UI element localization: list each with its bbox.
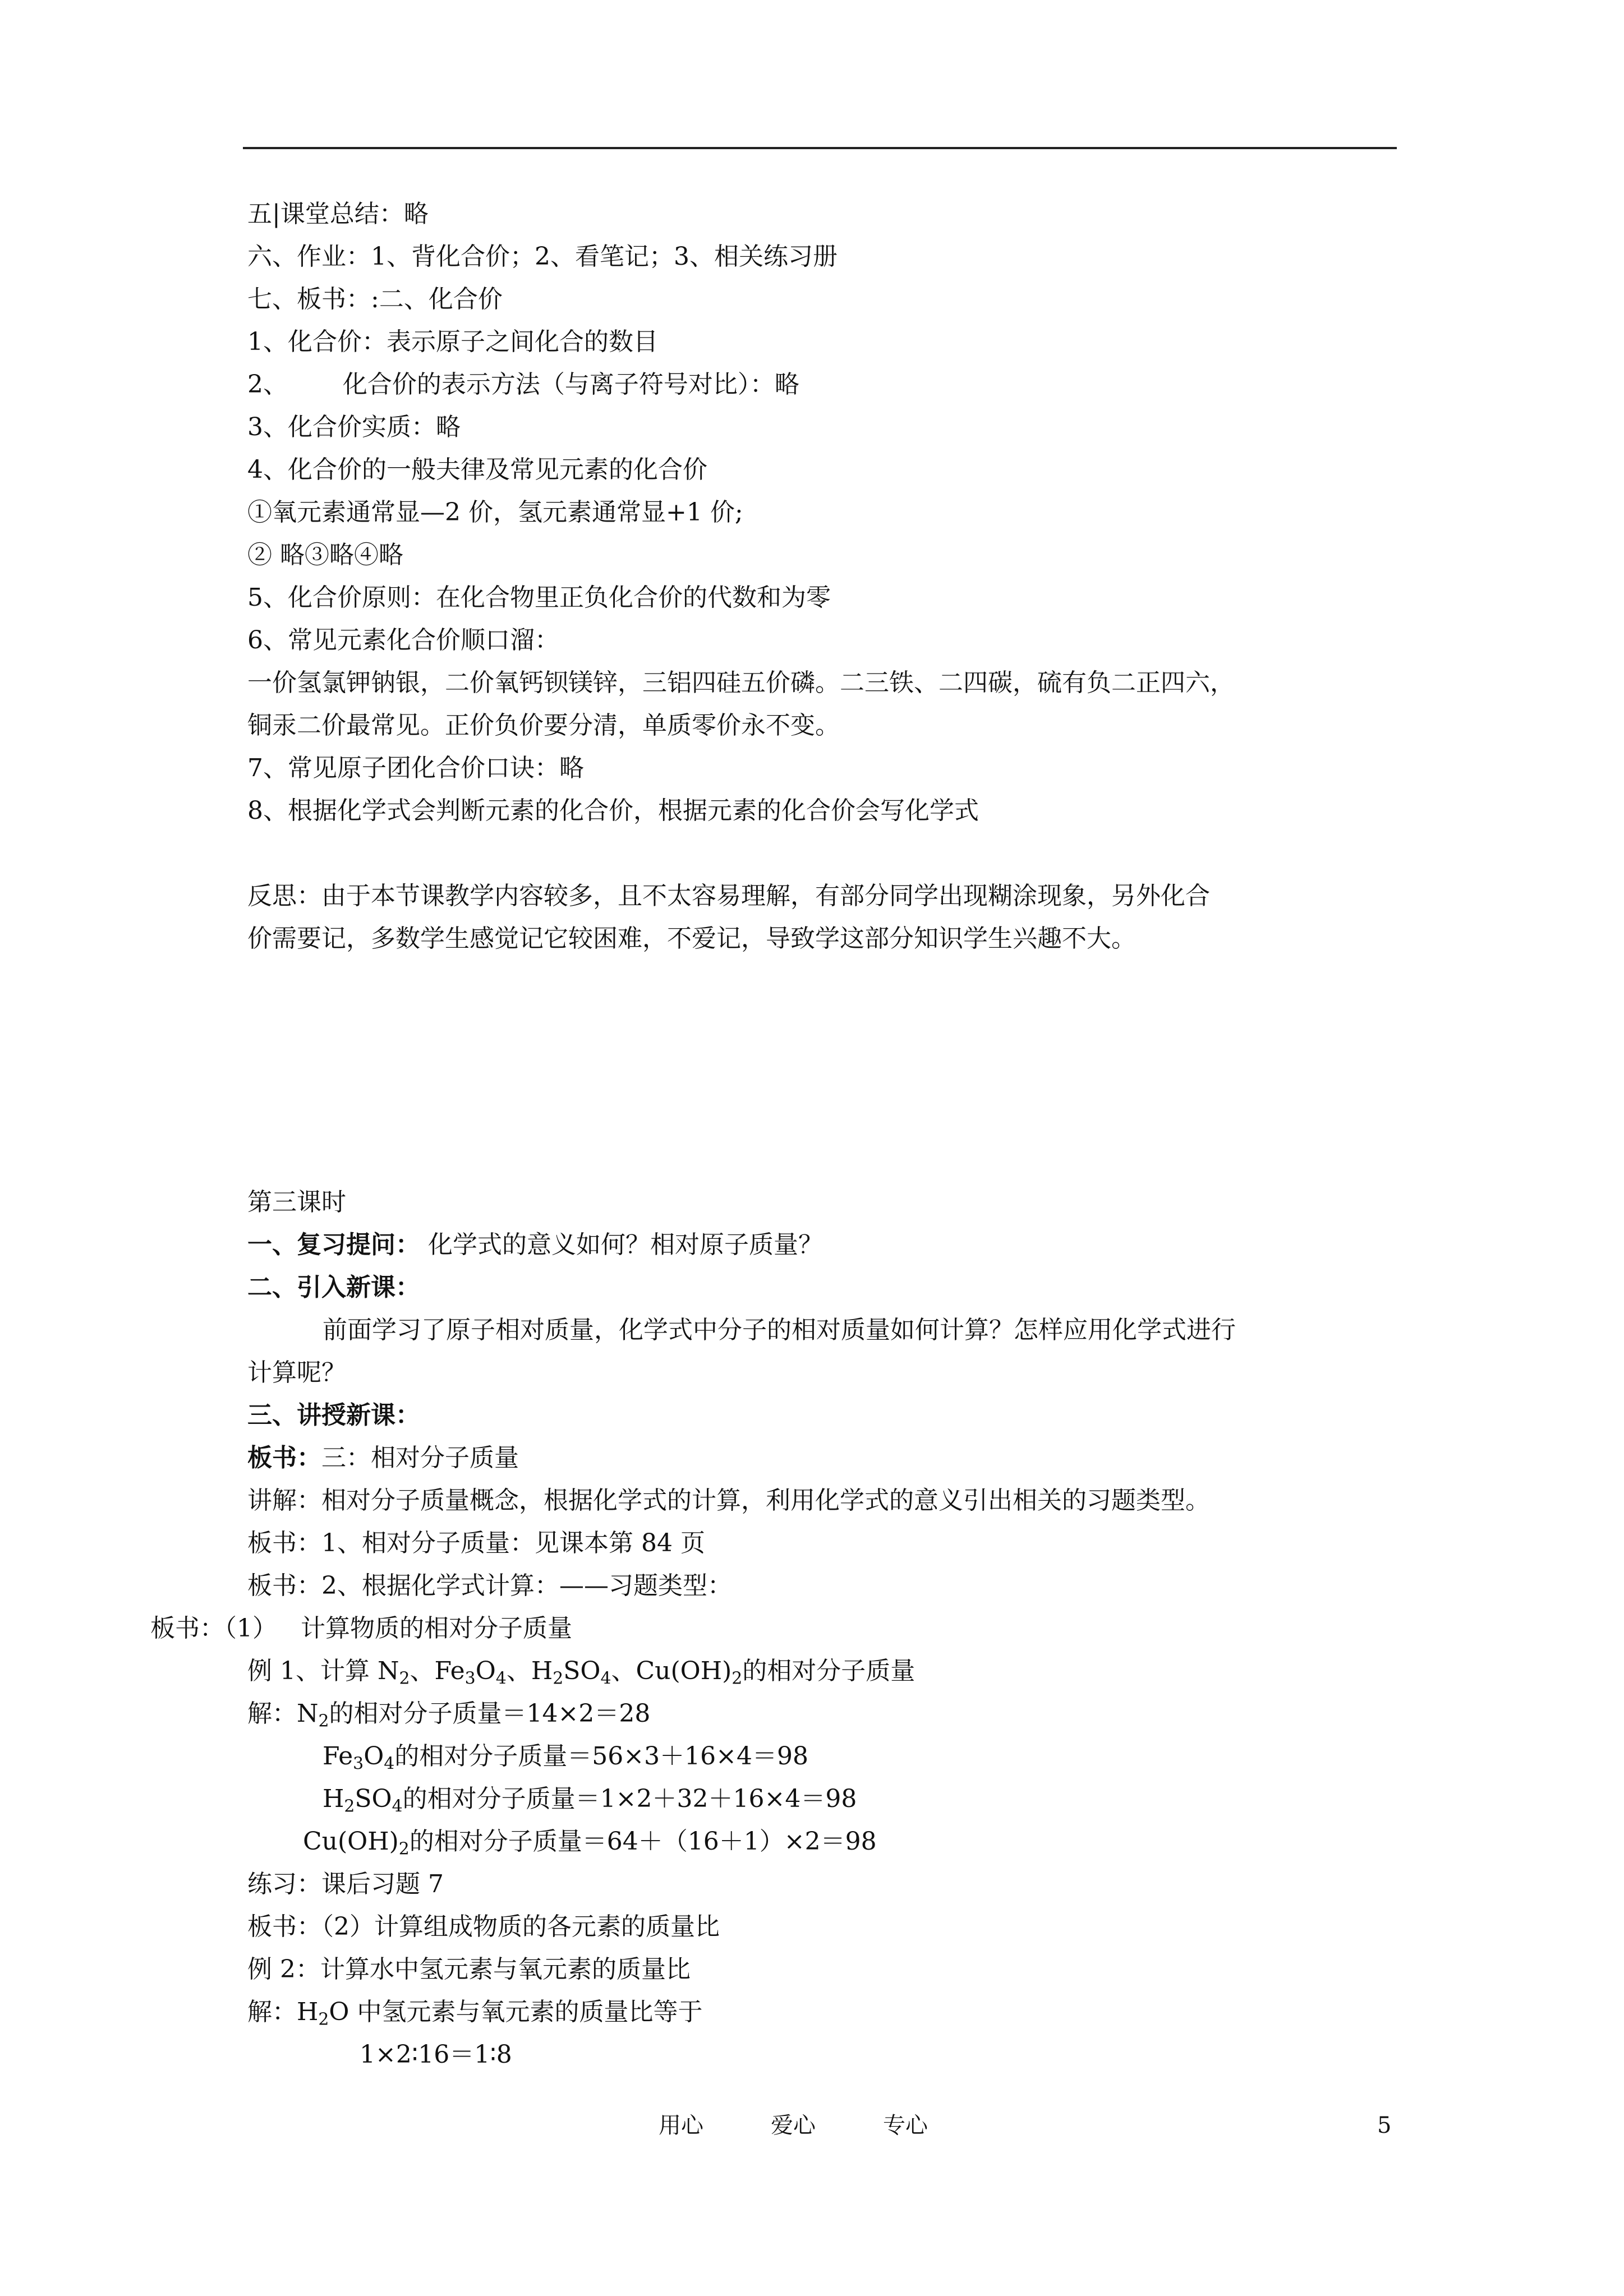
practice-line: 练习：课后习题 7 xyxy=(247,1870,444,1898)
mnemonic-line-2: 铜汞二价最常见。正价负价要分清，单质零价永不变。 xyxy=(247,711,840,740)
solution-n2-line: 解：$N_2$的相对分子质量＝14×2＝28 xyxy=(247,1699,651,1731)
board-definition-line: 板书：1、相对分子质量：见课本第 84 页 xyxy=(247,1529,705,1557)
formula-fe3o4: $Fe_3O_4$ xyxy=(434,1657,507,1689)
board-heading-line: 七、板书：:二、化合价 xyxy=(247,285,503,313)
formula-n2: $N_2$ xyxy=(377,1657,410,1689)
radical-mnemonic-line: 7、常见原子团化合价口诀：略 xyxy=(247,754,584,782)
mnemonic-heading-line: 6、常见元素化合价顺口溜： xyxy=(247,626,559,654)
board-item-1-line: 板书：（1） 计算物质的相对分子质量 xyxy=(150,1614,572,1643)
board-label: 板书： xyxy=(247,1444,321,1472)
review-question-text: 化学式的意义如何？相对原子质量？ xyxy=(420,1230,823,1259)
formula-h2so4: $H_2SO_4$ xyxy=(531,1657,611,1689)
solution-fe3o4-line: $Fe_3O_4$的相对分子质量＝56×3＋16×4＝98 xyxy=(323,1742,808,1774)
reflection-line-1: 反思：由于本节课教学内容较多，且不太容易理解，有部分同学出现糊涂现象，另外化合 xyxy=(247,882,1210,910)
valence-rules-line: 4、化合价的一般夫律及常见元素的化合价 xyxy=(247,455,707,484)
page-number: 5 xyxy=(1377,2113,1392,2138)
valence-definition-line: 1、化合价：表示原子之间化合的数目 xyxy=(247,328,658,356)
footer-motto-1: 用心 xyxy=(659,2113,703,2138)
example-1-line: 例 1、计算 $N_2$、$Fe_3O_4$、$H_2SO_4$、$Cu(OH)_2$的相对分子质量 xyxy=(247,1657,915,1689)
footer-motto-2: 爱心 xyxy=(771,2113,816,2138)
lesson-three-title: 第三课时 xyxy=(247,1188,346,1216)
mnemonic-line-1: 一价氢氯钾钠银，二价氧钙钡镁锌，三铝四硅五价磷。二三铁、二四碳，硫有负二正四六， xyxy=(247,668,1235,697)
new-lesson-heading: 三、讲授新课： xyxy=(247,1401,420,1430)
board-relative-mass-line xyxy=(247,1441,519,1475)
example-2-line: 例 2：计算水中氢元素与氧元素的质量比 xyxy=(247,1955,691,1984)
review-question-label: 一、复习提问： xyxy=(247,1230,420,1259)
example-1-suffix: 的相对分子质量 xyxy=(742,1657,915,1685)
new-lesson-intro-heading: 二、引入新课： xyxy=(247,1273,420,1302)
header-rule xyxy=(243,147,1397,149)
solution-water-line: 解：$H_2O$ 中氢元素与氧元素的质量比等于 xyxy=(247,1998,703,2030)
explanation-line: 讲解：相对分子质量概念，根据化学式的计算，利用化学式的意义引出相关的习题类型。 xyxy=(247,1486,1210,1515)
valence-notation-line: 2、 化合价的表示方法（与离子符号对比）：略 xyxy=(247,370,799,399)
review-question-line xyxy=(247,1228,823,1262)
board-calculation-line: 板书：2、根据化学式计算：——习题类型： xyxy=(247,1571,732,1600)
formula-cuoh2: $Cu(OH)_2$ xyxy=(636,1657,743,1689)
valence-principle-line: 5、化合价原则：在化合物里正负化合价的代数和为零 xyxy=(247,583,831,612)
board-item-2-line: 板书：（2）计算组成物质的各元素的质量比 xyxy=(247,1912,720,1941)
oxygen-hydrogen-line: ①氧元素通常显—2 价，氢元素通常显+1 价; xyxy=(247,498,743,527)
solution-h2so4-line: $H_2SO_4$的相对分子质量＝1×2＋32＋16×4＝98 xyxy=(323,1785,857,1816)
omitted-items-line: ② 略③略④略 xyxy=(247,541,403,569)
intro-paragraph-line-2: 计算呢？ xyxy=(247,1358,346,1387)
reflection-line-2: 价需要记，多数学生感觉记它较困难，不爱记，导致学这部分知识学生兴趣不大。 xyxy=(247,924,1136,953)
board-relative-mass-text: 三：相对分子质量 xyxy=(321,1444,519,1472)
mass-ratio-line: 1×2∶16＝1∶8 xyxy=(360,2040,512,2069)
formula-valence-line: 8、根据化学式会判断元素的化合价，根据元素的化合价会写化学式 xyxy=(247,796,979,825)
summary-line: 五|课堂总结：略 xyxy=(247,200,429,228)
footer-motto-3: 专心 xyxy=(883,2113,928,2138)
homework-line: 六、作业：1、背化合价；2、看笔记；3、相关练习册 xyxy=(247,242,838,271)
valence-essence-line: 3、化合价实质：略 xyxy=(247,413,461,441)
solution-cuoh2-line: $Cu(OH)_2$的相对分子质量＝64＋（16＋1）×2＝98 xyxy=(303,1827,877,1859)
intro-paragraph-line-1: 前面学习了原子相对质量，化学式中分子的相对质量如何计算？怎样应用化学式进行 xyxy=(323,1316,1236,1344)
example-1-prefix: 例 1、计算 xyxy=(247,1657,378,1685)
